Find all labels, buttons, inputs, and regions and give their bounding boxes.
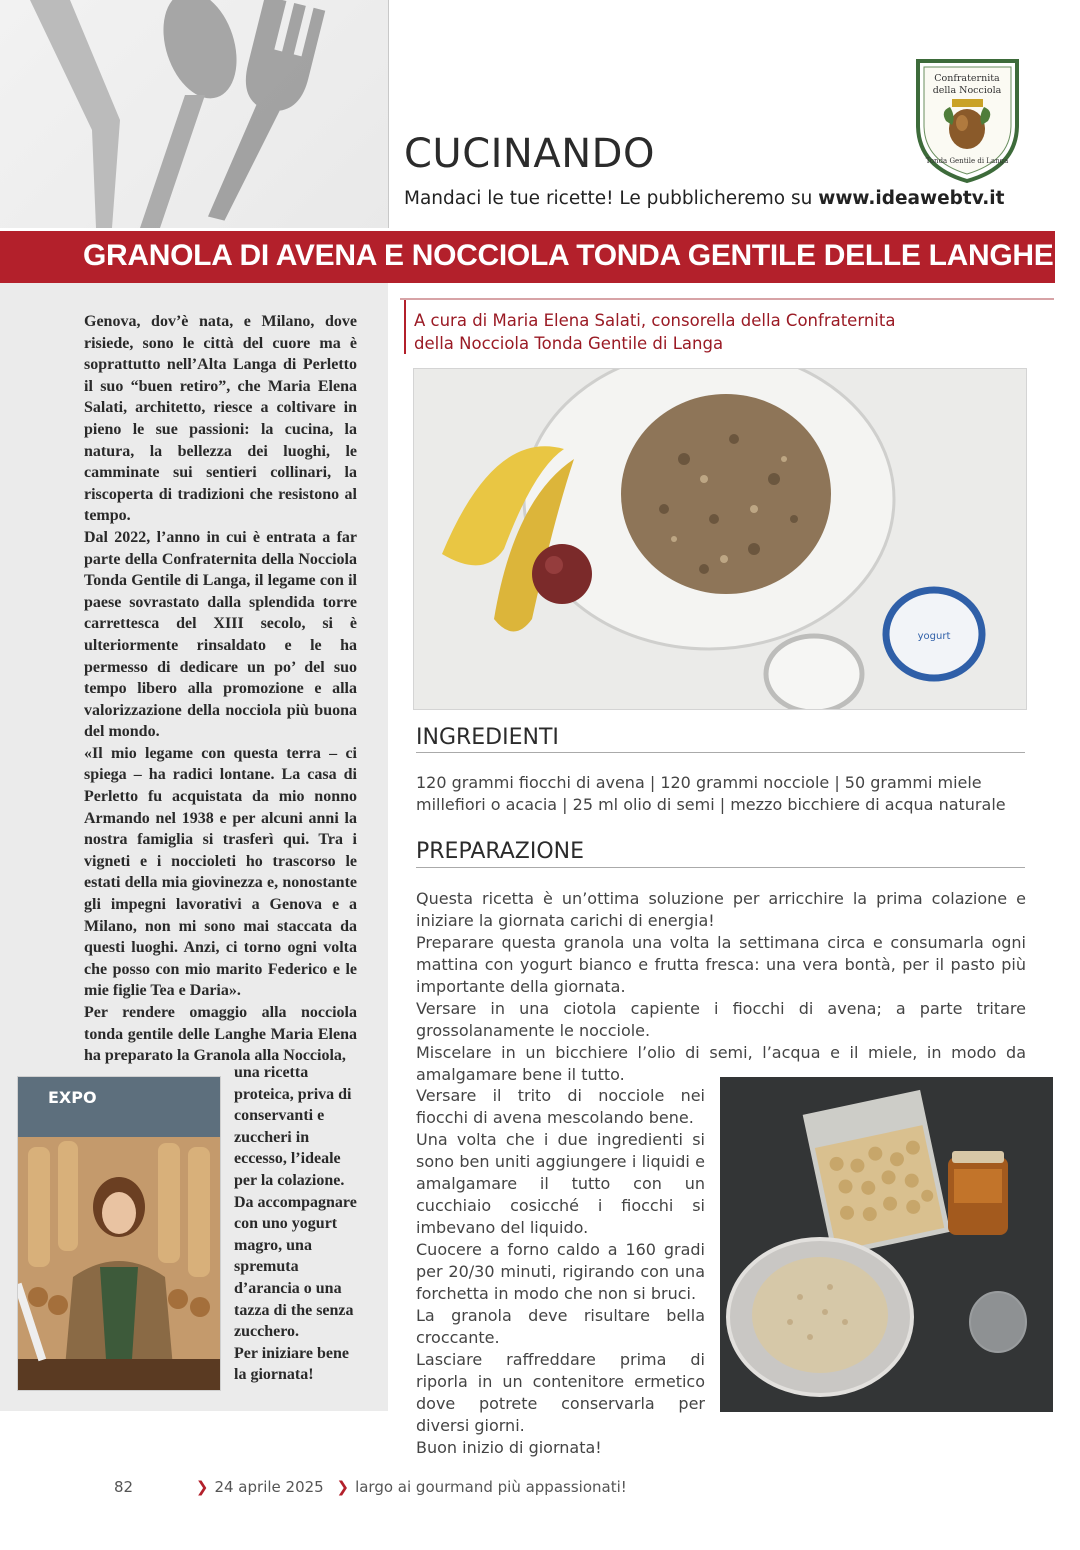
banner-underline xyxy=(400,298,1054,300)
page-footer xyxy=(114,1478,627,1496)
article-paragraph: Da accompagnare con uno yogurt magro, una spremuta d’arancia o una tazza di the senza zucchero. xyxy=(234,1193,357,1341)
preparation-paragraph: Buon inizio di giornata! xyxy=(416,1438,602,1457)
ingredients-rule xyxy=(416,752,1025,753)
preparation-paragraph: Cuocere a forno caldo a 160 gradi per 20/30 minuti, rigirando con una forchetta in modo che non si bruci. xyxy=(416,1240,705,1303)
preparation-paragraph: Questa ricetta è un’ottima soluzione per arricchire la prima colazione e iniziare la giornata carichi di energia! xyxy=(416,889,1026,930)
author-credit xyxy=(414,310,1014,355)
granola-bowl-image xyxy=(414,369,1026,709)
portrait-photo xyxy=(17,1076,221,1391)
ingredients-list: 120 grammi fiocchi di avena | 120 grammi nocciole | 50 grammi miele millefiori o acacia | 25 ml olio di semi | mezzo bicchiere di acqua naturale xyxy=(416,773,1006,814)
preparation-heading: PREPARAZIONE xyxy=(416,839,585,864)
page-number: 82 xyxy=(114,1478,134,1496)
article-paragraph: una ricetta proteica, priva di conservanti e zuccheri in eccesso, l’ideale per la colazione. xyxy=(234,1064,352,1189)
poster-text: EXPO xyxy=(48,1088,97,1107)
badge-line1: Confraternita xyxy=(934,73,1000,84)
granola-photo xyxy=(413,368,1027,710)
preparation-rule xyxy=(416,867,1025,868)
article-title: GRANOLA DI AVENA E NOCCIOLA TONDA GENTILE DELLE LANGHE xyxy=(83,239,1054,272)
cutlery-decoration xyxy=(0,0,388,228)
section-title: CUCINANDO xyxy=(404,131,655,177)
article-paragraph: Per rendere omaggio alla nocciola tonda gentile delle Langhe Maria Elena ha preparato la Granola alla Nocciola, xyxy=(84,1004,357,1065)
article-body-tail xyxy=(234,1062,357,1386)
article-paragraph: Genova, dov’è nata, e Milano, dove risiede, sono le città del cuore ma è soprattutto nell’Alta Langa di Perletto il suo “buen retiro”, che Maria Elena Salati, architetto, riesce a coltivare in pieno le sue passioni: la cucina, la natura, la bellezza dei luoghi, le camminate sui sentieri collinari, la riscoperta di tradizioni che resistono al tempo. xyxy=(84,313,357,525)
issue-date: 24 aprile 2025 xyxy=(214,1478,324,1496)
tagline-text: Mandaci le tue ricette! Le pubblicheremo su xyxy=(404,188,813,209)
credit-accent-bar xyxy=(404,300,406,354)
preparation-steps-continued xyxy=(416,1085,705,1459)
chevron-right-icon: ❯ xyxy=(336,1478,350,1496)
website-link[interactable]: www.ideawebtv.it xyxy=(818,188,1005,209)
tagline xyxy=(404,188,1004,209)
shield-icon xyxy=(910,55,1025,185)
confraternita-logo xyxy=(910,55,1025,185)
preparation-paragraph: Lasciare raffreddare prima di riporla in un contenitore ermetico dove potrete conservarla per diversi giorni. xyxy=(416,1350,705,1435)
credit-line: A cura di Maria Elena Salati, consorella della Confraternita xyxy=(414,311,896,330)
article-paragraph: Dal 2022, l’anno in cui è entrata a far parte della Confraternita della Nocciola Tonda Gentile di Langa, il legame con il paese sovrastato dalla splendida torre carrettesca del XIII secolo, si è ulteriormente rinsaldato e le ha permesso di dedicare un po’ del suo tempo libero alla promozione e alla valorizzazione della nocciola più buona del mondo. xyxy=(84,528,357,741)
portrait-image xyxy=(18,1077,220,1390)
yogurt-label: yogurt xyxy=(917,631,951,642)
preparation-steps xyxy=(416,888,1026,1086)
header-divider xyxy=(388,0,389,228)
preparation-paragraph: Versare il trito di nocciole nei fiocchi di avena mescolando bene. xyxy=(416,1086,705,1127)
credit-line: della Nocciola Tonda Gentile di Langa xyxy=(414,333,724,353)
article-paragraph: «Il mio legame con questa terra – ci spiega – ha radici lontane. La casa di Perletto fu acquistata da mio nonno Armando nel 1938 e per alcuni anni la nostra famiglia si trasferì qui. Tra i vigneti e i noccioleti ho trascorso le estati della mia giovinezza e, nonostante gli impegni lavorativi a Genova e a Milano, non mi sono mai staccata da questi luoghi. Anzi, ci torno ogni volta che posso con mio marito Federico e le mie figlie Tea e Daria». xyxy=(84,744,357,1000)
article-body xyxy=(84,311,357,1067)
badge-line2: della Nocciola xyxy=(932,85,1002,96)
preparation-paragraph: Versare in una ciotola capiente i fiocchi di avena; a parte tritare grossolanamente le nocciole. xyxy=(416,999,1026,1040)
chevron-right-icon: ❯ xyxy=(195,1478,209,1496)
ingredients-photo xyxy=(720,1077,1053,1412)
preparation-paragraph: Una volta che i due ingredienti si sono ben uniti aggiungere i liquidi e amalgamare il tutto con un cucchiaio cosicché i fiocchi si imbevano del liquido. xyxy=(416,1130,705,1237)
article-paragraph: Per iniziare bene la giornata! xyxy=(234,1344,349,1384)
ingredients-heading: INGREDIENTI xyxy=(416,725,559,750)
badge-arc-text: Tonda Gentile di Langa xyxy=(925,157,1009,165)
preparation-paragraph: Preparare questa granola una volta la settimana circa e consumarla ogni mattina con yogurt bianco e frutta fresca: una vera bontà, per il pasto più importante della giornata. xyxy=(416,933,1026,996)
ingredients-table-image xyxy=(720,1077,1053,1412)
preparation-paragraph: Miscelare in un bicchiere l’olio di semi, l’acqua e il miele, in modo da amalgamare bene il tutto. xyxy=(416,1043,1026,1084)
cutlery-icon xyxy=(0,0,388,228)
footer-slogan: largo ai gourmand più appassionati! xyxy=(355,1478,627,1496)
preparation-paragraph: La granola deve risultare bella croccante. xyxy=(416,1306,705,1347)
